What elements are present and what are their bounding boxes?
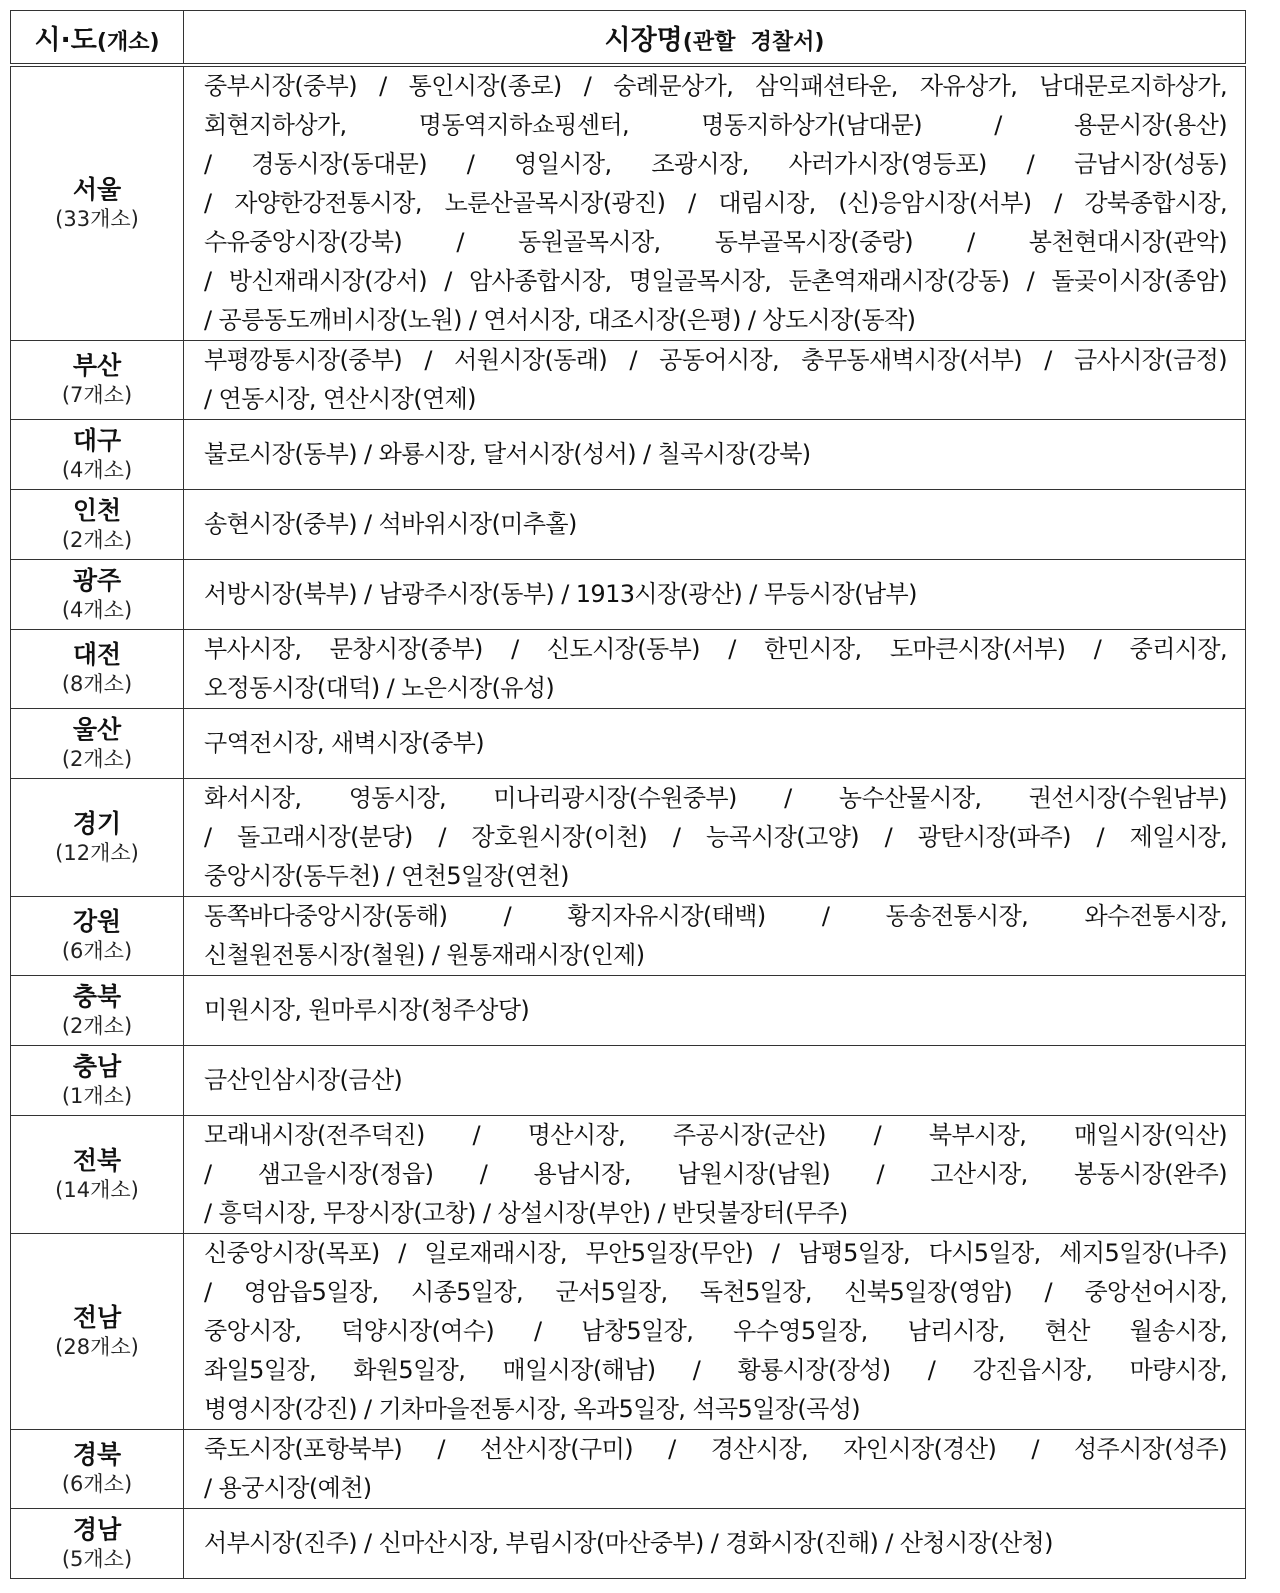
table-row — [11, 1116, 1246, 1234]
region-cell — [11, 1116, 184, 1234]
header-region-label: 시·도 — [34, 24, 97, 56]
table-row — [11, 341, 1246, 420]
market-line: 수유중앙시장(강북) / 동원골목시장, 동부골목시장(중랑) / 봉천현대시장(관악) — [204, 228, 1227, 256]
region-cell — [11, 976, 184, 1046]
table-row — [11, 420, 1246, 490]
market-table — [10, 10, 1246, 1579]
region-count: (4개소) — [61, 597, 133, 622]
market-line: 부평깡통시장(중부) / 서원시장(동래) / 공동어시장, 충무동새벽시장(서부) / 금사시장(금정) — [204, 346, 1227, 374]
market-line: / 자양한강전통시장, 노룬산골목시장(광진) / 대림시장, (신)응암시장(서부) / 강북종합시장, — [204, 189, 1227, 217]
region-cell — [11, 420, 184, 490]
markets-cell — [184, 976, 1246, 1046]
region-count: (7개소) — [61, 383, 133, 407]
table-row — [11, 1234, 1246, 1430]
market-line: 신철원전통시장(철원) / 원통재래시장(인제) — [204, 941, 645, 969]
region-cell — [11, 65, 184, 341]
region-name: 부산 — [72, 351, 122, 380]
region-name: 충북 — [72, 981, 122, 1011]
market-line: 모래내시장(전주덕진) / 명산시장, 주공시장(군산) / 북부시장, 매일시장(익산) — [204, 1121, 1227, 1149]
markets-cell — [184, 1046, 1246, 1116]
region-count: (2개소) — [61, 1013, 133, 1038]
table-row — [11, 65, 1246, 341]
markets-cell — [184, 65, 1246, 341]
market-line: 중앙시장, 덕양시장(여수) / 남창5일장, 우수영5일장, 남리시장, 현산 월송시장, — [204, 1317, 1227, 1345]
market-line: / 연동시장, 연산시장(연제) — [204, 385, 476, 413]
market-line: 불로시장(동부) / 와룡시장, 달서시장(성서) / 칠곡시장(강북) — [204, 440, 811, 468]
market-line: 중부시장(중부) / 통인시장(종로) / 숭례문상가, 삼익패션타운, 자유상가, 남대문로지하상가, — [204, 72, 1227, 100]
table-row — [11, 1509, 1246, 1579]
market-line: 신중앙시장(목포) / 일로재래시장, 무안5일장(무안) / 남평5일장, 다시5일장, 세지5일장(나주) — [204, 1239, 1227, 1267]
region-count: (28개소) — [55, 1334, 139, 1359]
table-row — [11, 709, 1246, 779]
region-cell — [11, 1509, 184, 1579]
region-name: 경기 — [72, 808, 122, 838]
region-cell — [11, 490, 184, 560]
region-name: 경북 — [72, 1440, 122, 1469]
header-region-sub: (개소) — [96, 29, 160, 55]
table-row — [11, 490, 1246, 560]
region-cell — [11, 1430, 184, 1509]
table-row — [11, 1430, 1246, 1509]
market-line: 서부시장(진주) / 신마산시장, 부림시장(마산중부) / 경화시장(진해) / 산청시장(산청) — [204, 1529, 1053, 1557]
region-name: 전북 — [72, 1145, 122, 1175]
table-header-row — [11, 11, 1246, 66]
region-name: 강원 — [72, 907, 122, 936]
market-line: 중앙시장(동두천) / 연천5일장(연천) — [204, 862, 569, 890]
region-count: (33개소) — [55, 206, 139, 231]
market-line: / 공릉동도깨비시장(노원) / 연서시장, 대조시장(은평) / 상도시장(동작) — [204, 306, 916, 334]
region-cell — [11, 779, 184, 897]
markets-cell — [184, 1509, 1246, 1579]
markets-cell — [184, 630, 1246, 709]
table-row — [11, 1046, 1246, 1116]
region-count: (6개소) — [61, 1472, 133, 1496]
region-count: (2개소) — [61, 527, 133, 552]
region-name: 인천 — [72, 495, 122, 525]
region-name: 대전 — [72, 640, 122, 669]
market-line: 화서시장, 영동시장, 미나리광시장(수원중부) / 농수산물시장, 권선시장(수원남부) — [204, 784, 1227, 812]
market-line: 서방시장(북부) / 남광주시장(동부) / 1913시장(광산) / 무등시장(남부) — [204, 580, 917, 608]
markets-cell — [184, 341, 1246, 420]
region-count: (8개소) — [61, 672, 133, 696]
region-count: (6개소) — [61, 939, 133, 963]
market-line: / 경동시장(동대문) / 영일시장, 조광시장, 사러가시장(영등포) / 금남시장(성동) — [204, 150, 1227, 178]
header-markets — [184, 11, 1246, 66]
market-line: / 돌고래시장(분당) / 장호원시장(이천) / 능곡시장(고양) / 광탄시장(파주) / 제일시장, — [204, 823, 1227, 851]
region-name: 광주 — [72, 565, 122, 595]
region-count: (2개소) — [61, 746, 133, 771]
region-count: (14개소) — [55, 1177, 139, 1202]
markets-cell — [184, 779, 1246, 897]
region-name: 전남 — [72, 1302, 122, 1332]
region-name: 서울 — [72, 174, 122, 204]
markets-cell — [184, 560, 1246, 630]
region-cell — [11, 560, 184, 630]
header-region — [11, 11, 184, 66]
table-row — [11, 560, 1246, 630]
market-line: 금산인삼시장(금산) — [204, 1066, 403, 1094]
market-line: / 샘고을시장(정읍) / 용남시장, 남원시장(남원) / 고산시장, 봉동시장(완주) — [204, 1160, 1227, 1188]
header-markets-label: 시장명 — [604, 24, 683, 56]
table-row — [11, 976, 1246, 1046]
market-line: / 용궁시장(예천) — [204, 1474, 372, 1502]
region-name: 경남 — [72, 1514, 122, 1544]
markets-cell — [184, 490, 1246, 560]
header-markets-sub: (관할 경찰서) — [682, 29, 825, 55]
markets-cell — [184, 1234, 1246, 1430]
market-line: 좌일5일장, 화원5일장, 매일시장(해남) / 황룡시장(장성) / 강진읍시장, 마량시장, — [204, 1356, 1227, 1384]
region-cell — [11, 709, 184, 779]
table-row — [11, 897, 1246, 976]
market-line: 구역전시장, 새벽시장(중부) — [204, 729, 485, 757]
region-cell — [11, 630, 184, 709]
markets-cell — [184, 1116, 1246, 1234]
region-count: (4개소) — [61, 457, 133, 482]
markets-cell — [184, 897, 1246, 976]
market-line: / 방신재래시장(강서) / 암사종합시장, 명일골목시장, 둔촌역재래시장(강동) / 돌곶이시장(종암) — [204, 267, 1227, 295]
markets-cell — [184, 709, 1246, 779]
region-cell — [11, 1234, 184, 1430]
market-line: 동쪽바다중앙시장(동해) / 황지자유시장(태백) / 동송전통시장, 와수전통시장, — [204, 902, 1227, 930]
market-line: 병영시장(강진) / 기차마을전통시장, 옥과5일장, 석곡5일장(곡성) — [204, 1395, 861, 1423]
market-line: 오정동시장(대덕) / 노은시장(유성) — [204, 674, 555, 702]
region-name: 충남 — [72, 1051, 122, 1081]
region-name: 대구 — [72, 425, 122, 455]
market-line: / 흥덕시장, 무장시장(고창) / 상설시장(부안) / 반딧불장터(무주) — [204, 1199, 848, 1227]
region-cell — [11, 897, 184, 976]
region-count: (5개소) — [61, 1546, 133, 1571]
market-line: 죽도시장(포항북부) / 선산시장(구미) / 경산시장, 자인시장(경산) / 성주시장(성주) — [204, 1435, 1227, 1463]
market-line: 미원시장, 원마루시장(청주상당) — [204, 996, 530, 1024]
market-line: 부사시장, 문창시장(중부) / 신도시장(동부) / 한민시장, 도마큰시장(서부) / 중리시장, — [204, 635, 1227, 663]
markets-cell — [184, 1430, 1246, 1509]
region-name: 울산 — [72, 714, 122, 744]
region-cell — [11, 1046, 184, 1116]
table-row — [11, 630, 1246, 709]
region-count: (1개소) — [61, 1083, 133, 1108]
region-cell — [11, 341, 184, 420]
market-line: 송현시장(중부) / 석바위시장(미추홀) — [204, 510, 577, 538]
table-row — [11, 779, 1246, 897]
markets-cell — [184, 420, 1246, 490]
market-line: / 영암읍5일장, 시종5일장, 군서5일장, 독천5일장, 신북5일장(영암) / 중앙선어시장, — [204, 1278, 1227, 1306]
market-line: 회현지하상가, 명동역지하쇼핑센터, 명동지하상가(남대문) / 용문시장(용산) — [204, 111, 1227, 139]
region-count: (12개소) — [55, 840, 139, 865]
